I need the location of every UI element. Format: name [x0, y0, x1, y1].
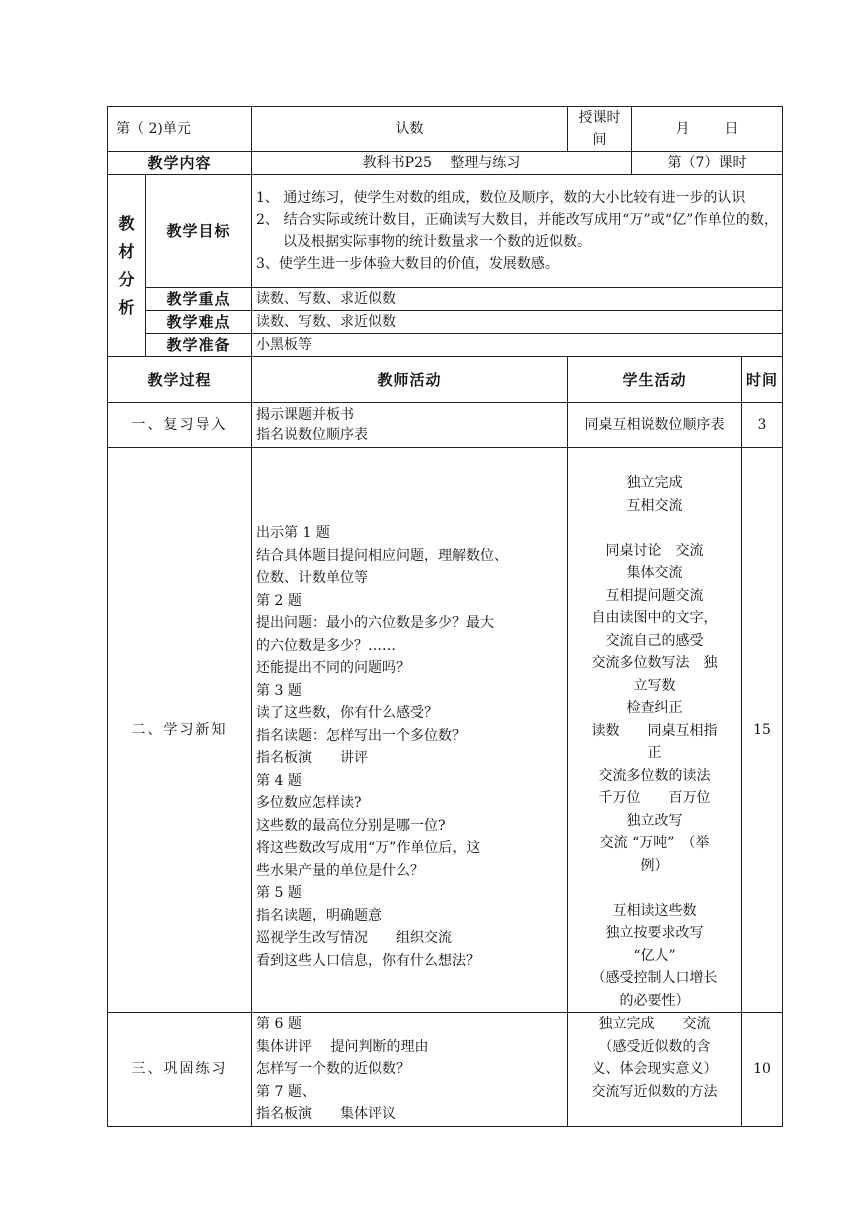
- process-header: 教学过程: [108, 357, 252, 403]
- step-review-time: 3: [742, 403, 783, 448]
- step-practice-row: [108, 1013, 783, 1127]
- step-review-teacher: 揭示课题并板书 指名说数位顺序表: [252, 403, 568, 448]
- lesson-plan: [107, 106, 782, 1127]
- class-date: [632, 107, 783, 152]
- prep-row: [108, 334, 783, 357]
- step-review-row: [108, 403, 783, 448]
- day-label: 日: [724, 121, 739, 137]
- step-new-knowledge-name: 二、学习新知: [108, 448, 252, 1013]
- step-review-name: 一、复习导入: [108, 403, 252, 448]
- step-new-knowledge-time: 15: [742, 448, 783, 1013]
- content-text: 教科书P25 整理与练习: [252, 152, 632, 175]
- class-time-label: 授课时间: [568, 107, 632, 152]
- header-row: [108, 107, 783, 152]
- teacher-activity-header: 教师活动: [252, 357, 568, 403]
- month-label: 月: [675, 121, 690, 137]
- step-practice-student: 独立完成 交流 （感受近似数的含 义、体会现实意义） 交流写近似数的方法: [568, 1013, 742, 1127]
- step-review-student: 同桌互相说数位顺序表: [568, 403, 742, 448]
- step-new-knowledge-row: [108, 448, 783, 1013]
- step-new-knowledge-teacher: 出示第 1 题 结合具体题目提问相应问题，理解数位、 位数、计数单位等 第 2 题 提出问题：最小的六位数是多少？最大 的六位数是多少？…… 还能提出不同的问题吗？ 第 3 题 读了这些数，你有什么感受？ 指名读题：怎样写出一个多位数？ 指名板演 讲评 第 4 题 多位数应怎样读? 这些数的最高位分别是哪一位? 将这些数改写成用“万”作单位后，这 些水果产量的单位是什么？ 第 5 题 指名读题，明确题意 巡视学生改写情况 组织交流 看到这些人口信息，你有什么想法？: [252, 448, 568, 1013]
- time-header: 时间: [742, 357, 783, 403]
- step-practice-teacher: 第 6 题 集体讲评 提问判断的理由 怎样写一个数的近似数？ 第 7 题、 指名板演 集体评议: [252, 1013, 568, 1127]
- key-row: [108, 288, 783, 311]
- preparation-label: 教学准备: [146, 334, 252, 357]
- difficulties: 读数、写数、求近似数: [252, 311, 783, 334]
- goals-row: [108, 175, 783, 288]
- step-practice-name: 三、巩固练习: [108, 1013, 252, 1127]
- key-points: 读数、写数、求近似数: [252, 288, 783, 311]
- lesson-plan-table: [107, 106, 783, 1127]
- difficulty-row: [108, 311, 783, 334]
- goal-3: 3、使学生进一步体验大数目的价值，发展数感。: [256, 256, 559, 272]
- step-practice-time: 10: [742, 1013, 783, 1127]
- topic: 认数: [252, 107, 568, 152]
- process-header-row: [108, 357, 783, 403]
- difficulties-label: 教学难点: [146, 311, 252, 334]
- material-analysis-label: 教 材 分 析: [108, 175, 146, 357]
- goals-label: 教学目标: [146, 175, 252, 288]
- step-new-knowledge-student: 独立完成 互相交流 同桌讨论 交流 集体交流 互相提问题交流 自由读图中的文字， 交流自己的感受 交流多位数写法 独 立写数 检查纠正 读数 同桌互相指 正 交流多位数的读法 千万位 百万位 独立改写 交流 “万吨” （举 例） 互相读这些数 独立按要求改写 “亿人” （感受控制人口增长 的必要性）: [568, 448, 742, 1013]
- key-points-label: 教学重点: [146, 288, 252, 311]
- goal-2: 2、 结合实际或统计数目，正确读写大数目，并能改写成用“万”或“亿”作单位的数，以及根据实际事物的统计数量求一个数的近似数。: [256, 212, 779, 250]
- content-row: [108, 152, 783, 175]
- unit-label: 第（ 2)单元: [108, 107, 252, 152]
- goal-1: 1、 通过练习，使学生对数的组成，数位及顺序，数的大小比较有进一步的认识: [256, 190, 746, 206]
- content-label: 教学内容: [108, 152, 252, 175]
- lesson-number: 第（7）课时: [632, 152, 783, 175]
- preparation: 小黑板等: [252, 334, 783, 357]
- goals-text: [252, 175, 783, 288]
- student-activity-header: 学生活动: [568, 357, 742, 403]
